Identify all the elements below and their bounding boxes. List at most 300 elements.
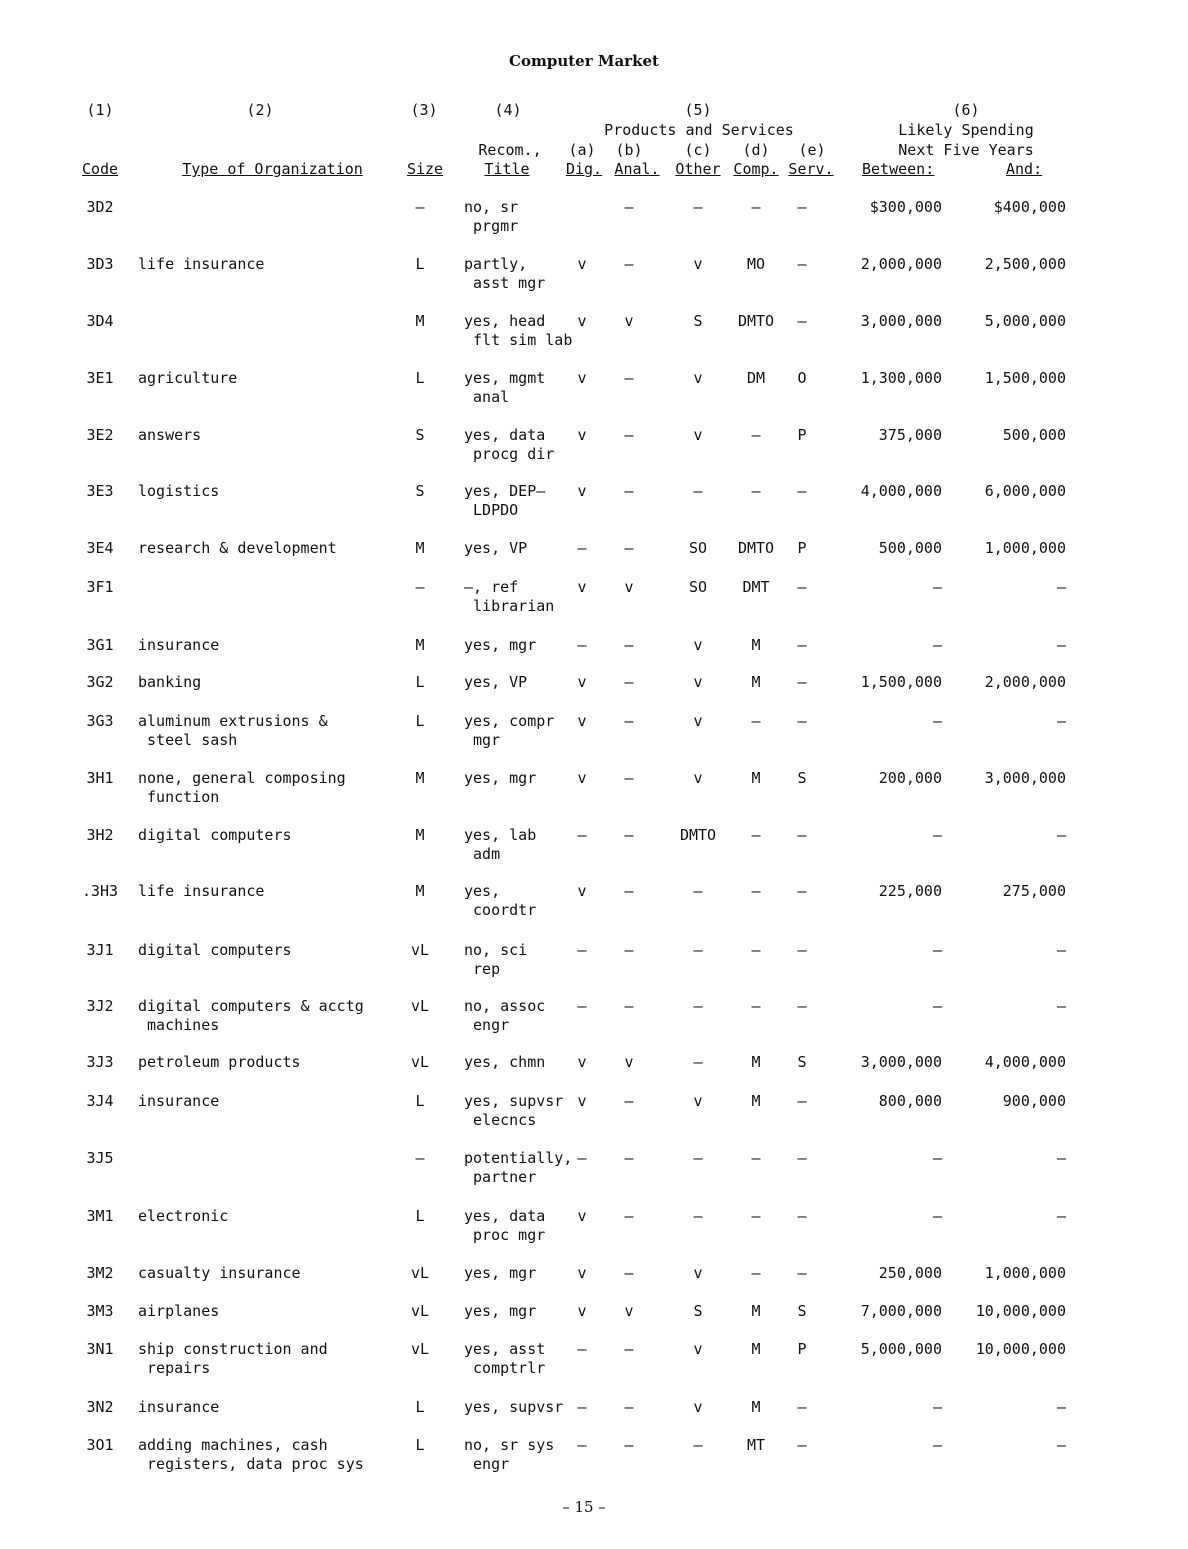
table-row: [0, 673, 1188, 713]
cell-code: 3M3: [86, 1302, 114, 1320]
cell-c: v: [693, 673, 703, 691]
table-row: [0, 1092, 1188, 1132]
cell-a: v: [577, 255, 587, 273]
cell-a: –: [577, 997, 587, 1015]
cell-d: M: [751, 1398, 761, 1416]
cell-e: P: [797, 426, 807, 444]
cell-b: –: [624, 426, 634, 444]
table-row: [0, 882, 1188, 922]
cell-code: 3F1: [86, 578, 114, 596]
cell-size: –: [415, 1149, 425, 1167]
cell-b: –: [624, 255, 634, 273]
cell-recom: –, ref librarian: [464, 578, 555, 615]
cell-b: –: [624, 997, 634, 1015]
table-row: [0, 712, 1188, 752]
header-between: Between:: [862, 160, 935, 178]
cell-a: v: [577, 426, 587, 444]
table-row: [0, 539, 1188, 579]
cell-a: –: [577, 1340, 587, 1358]
cell-recom: yes, lab adm: [464, 826, 537, 863]
header-other: Other: [675, 160, 721, 178]
cell-type: research & development: [138, 539, 337, 557]
cell-between: –: [932, 1207, 942, 1225]
cell-c: –: [693, 198, 703, 216]
cell-d: MT: [746, 1436, 766, 1454]
cell-e: –: [797, 1149, 807, 1167]
cell-code: 3H2: [86, 826, 114, 844]
cell-recom: yes, data proc mgr: [464, 1207, 546, 1244]
cell-b: –: [624, 712, 634, 730]
header-code: Code: [81, 160, 119, 178]
cell-e: P: [797, 1340, 807, 1358]
cell-c: –: [693, 882, 703, 900]
cell-code: 3N2: [86, 1398, 114, 1416]
cell-and: 2,000,000: [984, 673, 1066, 691]
cell-size: –: [415, 578, 425, 596]
cell-type: insurance: [138, 1092, 220, 1110]
cell-type: insurance: [138, 1398, 220, 1416]
cell-code: 3J4: [86, 1092, 114, 1110]
cell-a: v: [577, 1207, 587, 1225]
cell-c: v: [693, 426, 703, 444]
cell-recom: yes, data procg dir: [464, 426, 555, 463]
cell-between: –: [932, 1149, 942, 1167]
cell-e: –: [797, 1264, 807, 1282]
cell-between: 225,000: [878, 882, 942, 900]
page-title: Computer Market: [509, 52, 659, 70]
cell-a: –: [577, 539, 587, 557]
cell-code: 3E3: [86, 482, 114, 500]
cell-e: –: [797, 198, 807, 216]
cell-between: –: [932, 826, 942, 844]
header-products-services: Products and Services: [604, 121, 794, 139]
cell-c: v: [693, 712, 703, 730]
cell-and: –: [1056, 578, 1066, 596]
cell-a: v: [577, 769, 587, 787]
cell-size: S: [415, 482, 425, 500]
cell-c: –: [693, 1436, 703, 1454]
cell-a: –: [577, 636, 587, 654]
cell-a: v: [577, 673, 587, 691]
cell-type: banking: [138, 673, 202, 691]
cell-between: 200,000: [878, 769, 942, 787]
cell-recom: partly, asst mgr: [464, 255, 546, 292]
cell-a: v: [577, 1264, 587, 1282]
cell-type: insurance: [138, 636, 220, 654]
header-col6-number: (6): [952, 101, 980, 119]
cell-c: v: [693, 369, 703, 387]
cell-type: digital computers & acctg machines: [138, 997, 364, 1034]
header-dig: Dig.: [565, 160, 603, 178]
cell-between: 375,000: [878, 426, 942, 444]
cell-type: digital computers: [138, 941, 292, 959]
cell-and: –: [1056, 1149, 1066, 1167]
cell-and: 4,000,000: [984, 1053, 1066, 1071]
cell-b: –: [624, 198, 634, 216]
cell-and: –: [1056, 712, 1066, 730]
cell-type: petroleum products: [138, 1053, 301, 1071]
table-row: [0, 1436, 1188, 1476]
table-row: [0, 1340, 1188, 1380]
cell-size: vL: [410, 1053, 430, 1071]
header-col3-number: (3): [410, 101, 438, 119]
cell-a: v: [577, 1092, 587, 1110]
cell-size: S: [415, 426, 425, 444]
cell-d: –: [751, 826, 761, 844]
cell-recom: yes, DEP– LDPDO: [464, 482, 546, 519]
cell-between: 7,000,000: [860, 1302, 942, 1320]
cell-a: –: [577, 1398, 587, 1416]
cell-recom: no, assoc engr: [464, 997, 546, 1034]
cell-recom: yes, head flt sim lab: [464, 312, 573, 349]
cell-type: life insurance: [138, 882, 265, 900]
cell-code: 3H1: [86, 769, 114, 787]
cell-size: M: [415, 312, 425, 330]
cell-b: –: [624, 769, 634, 787]
cell-d: –: [751, 482, 761, 500]
cell-recom: yes, mgr: [464, 1264, 537, 1282]
cell-size: vL: [410, 1340, 430, 1358]
cell-and: –: [1056, 1207, 1066, 1225]
cell-d: DMTO: [737, 539, 775, 557]
cell-e: –: [797, 1436, 807, 1454]
cell-and: $400,000: [993, 198, 1066, 216]
table-row: [0, 826, 1188, 866]
cell-e: S: [797, 769, 807, 787]
cell-b: v: [624, 312, 634, 330]
cell-and: 3,000,000: [984, 769, 1066, 787]
cell-c: v: [693, 1264, 703, 1282]
cell-e: –: [797, 1092, 807, 1110]
cell-between: 250,000: [878, 1264, 942, 1282]
header-sub-d: (d): [742, 141, 770, 159]
cell-recom: yes, supvsr elecncs: [464, 1092, 564, 1129]
cell-d: DMT: [742, 578, 770, 596]
table-row: [0, 636, 1188, 676]
cell-size: L: [415, 712, 425, 730]
cell-recom: yes, coordtr: [464, 882, 537, 919]
cell-and: 275,000: [1002, 882, 1066, 900]
cell-between: –: [932, 1398, 942, 1416]
cell-d: –: [751, 712, 761, 730]
cell-a: v: [577, 1053, 587, 1071]
cell-and: 10,000,000: [975, 1302, 1066, 1320]
cell-and: 500,000: [1002, 426, 1066, 444]
cell-recom: potentially, partner: [464, 1149, 573, 1186]
cell-code: 3E2: [86, 426, 114, 444]
cell-size: vL: [410, 941, 430, 959]
cell-c: DMTO: [679, 826, 717, 844]
cell-type: airplanes: [138, 1302, 220, 1320]
header-sub-c: (c): [684, 141, 712, 159]
cell-size: M: [415, 882, 425, 900]
cell-size: –: [415, 198, 425, 216]
cell-d: –: [751, 997, 761, 1015]
cell-b: –: [624, 539, 634, 557]
header-comp: Comp.: [733, 160, 779, 178]
cell-e: –: [797, 826, 807, 844]
cell-code: 3M1: [86, 1207, 114, 1225]
cell-code: 3E4: [86, 539, 114, 557]
header-col5-number: (5): [684, 101, 712, 119]
cell-recom: yes, VP: [464, 539, 528, 557]
cell-d: M: [751, 1092, 761, 1110]
cell-a: –: [577, 1149, 587, 1167]
cell-b: –: [624, 636, 634, 654]
cell-type: electronic: [138, 1207, 229, 1225]
cell-b: –: [624, 1436, 634, 1454]
cell-a: v: [577, 482, 587, 500]
cell-e: –: [797, 1398, 807, 1416]
cell-between: $300,000: [869, 198, 942, 216]
table-row: [0, 369, 1188, 409]
cell-size: L: [415, 369, 425, 387]
header-likely-spending: Likely Spending: [898, 121, 1034, 139]
cell-and: 6,000,000: [984, 482, 1066, 500]
cell-recom: yes, mgr: [464, 769, 537, 787]
cell-a: v: [577, 712, 587, 730]
cell-size: L: [415, 1398, 425, 1416]
cell-a: v: [577, 882, 587, 900]
cell-c: SO: [688, 539, 708, 557]
cell-d: –: [751, 1149, 761, 1167]
cell-e: –: [797, 255, 807, 273]
cell-type: life insurance: [138, 255, 265, 273]
cell-e: –: [797, 673, 807, 691]
cell-between: 3,000,000: [860, 1053, 942, 1071]
cell-between: 1,500,000: [860, 673, 942, 691]
header-type-of-organization: Type of Organization: [182, 160, 363, 178]
cell-between: 4,000,000: [860, 482, 942, 500]
cell-size: L: [415, 1436, 425, 1454]
header-title: Title: [484, 160, 530, 178]
cell-c: –: [693, 1149, 703, 1167]
cell-e: –: [797, 882, 807, 900]
cell-d: –: [751, 198, 761, 216]
cell-b: v: [624, 578, 634, 596]
cell-between: 500,000: [878, 539, 942, 557]
cell-e: –: [797, 482, 807, 500]
cell-between: 5,000,000: [860, 1340, 942, 1358]
cell-and: 1,000,000: [984, 539, 1066, 557]
cell-b: –: [624, 1207, 634, 1225]
cell-code: 3D3: [86, 255, 114, 273]
cell-c: S: [693, 312, 703, 330]
table-row: [0, 1053, 1188, 1093]
cell-code: 3G1: [86, 636, 114, 654]
table-row: [0, 1398, 1188, 1438]
cell-b: –: [624, 1264, 634, 1282]
cell-and: –: [1056, 826, 1066, 844]
cell-code: 3M2: [86, 1264, 114, 1282]
cell-recom: yes, mgmt anal: [464, 369, 546, 406]
table-row: [0, 578, 1188, 618]
cell-size: vL: [410, 997, 430, 1015]
cell-code: 3J2: [86, 997, 114, 1015]
header-col4-number: (4): [494, 101, 522, 119]
cell-b: v: [624, 1302, 634, 1320]
cell-type: ship construction and repairs: [138, 1340, 328, 1377]
cell-between: –: [932, 578, 942, 596]
table-row: [0, 1264, 1188, 1304]
cell-size: vL: [410, 1302, 430, 1320]
cell-e: O: [797, 369, 807, 387]
table-row: [0, 482, 1188, 522]
header-anal: Anal.: [614, 160, 660, 178]
table-row: [0, 997, 1188, 1037]
cell-between: 3,000,000: [860, 312, 942, 330]
cell-d: M: [751, 1340, 761, 1358]
cell-code: 3G2: [86, 673, 114, 691]
cell-and: 10,000,000: [975, 1340, 1066, 1358]
cell-c: v: [693, 1398, 703, 1416]
cell-c: –: [693, 482, 703, 500]
cell-between: –: [932, 636, 942, 654]
cell-c: –: [693, 1053, 703, 1071]
cell-b: –: [624, 369, 634, 387]
cell-and: 1,500,000: [984, 369, 1066, 387]
cell-size: M: [415, 539, 425, 557]
cell-b: –: [624, 482, 634, 500]
header-col2-number: (2): [246, 101, 274, 119]
cell-a: –: [577, 941, 587, 959]
cell-c: v: [693, 1092, 703, 1110]
cell-code: 3O1: [86, 1436, 114, 1454]
cell-and: –: [1056, 636, 1066, 654]
cell-e: –: [797, 636, 807, 654]
cell-b: –: [624, 1398, 634, 1416]
cell-and: 900,000: [1002, 1092, 1066, 1110]
cell-between: 2,000,000: [860, 255, 942, 273]
header-size: Size: [406, 160, 444, 178]
cell-code: 3J3: [86, 1053, 114, 1071]
cell-b: –: [624, 1149, 634, 1167]
cell-and: –: [1056, 1398, 1066, 1416]
cell-between: 1,300,000: [860, 369, 942, 387]
cell-c: v: [693, 255, 703, 273]
cell-d: –: [751, 1207, 761, 1225]
cell-type: digital computers: [138, 826, 292, 844]
cell-and: –: [1056, 1436, 1066, 1454]
table-row: [0, 426, 1188, 466]
cell-e: S: [797, 1053, 807, 1071]
cell-c: SO: [688, 578, 708, 596]
cell-between: 800,000: [878, 1092, 942, 1110]
header-col1-number: (1): [86, 101, 114, 119]
cell-b: v: [624, 1053, 634, 1071]
cell-c: –: [693, 941, 703, 959]
cell-recom: yes, VP: [464, 673, 528, 691]
page-number: – 15 –: [562, 1498, 606, 1516]
table-row: [0, 198, 1188, 238]
cell-recom: no, sci rep: [464, 941, 528, 978]
cell-a: v: [577, 1302, 587, 1320]
cell-recom: no, sr prgmr: [464, 198, 519, 235]
cell-between: –: [932, 941, 942, 959]
cell-d: –: [751, 426, 761, 444]
cell-e: P: [797, 539, 807, 557]
cell-d: DMTO: [737, 312, 775, 330]
cell-between: –: [932, 1436, 942, 1454]
cell-d: M: [751, 636, 761, 654]
cell-d: M: [751, 1302, 761, 1320]
cell-recom: yes, asst comptrlr: [464, 1340, 546, 1377]
cell-and: –: [1056, 997, 1066, 1015]
header-sub-a: (a): [568, 141, 596, 159]
header-sub-b: (b): [615, 141, 643, 159]
cell-code: 3G3: [86, 712, 114, 730]
cell-c: S: [693, 1302, 703, 1320]
cell-recom: no, sr sys engr: [464, 1436, 555, 1473]
cell-type: answers: [138, 426, 202, 444]
cell-a: –: [577, 1436, 587, 1454]
cell-b: –: [624, 673, 634, 691]
header-recom: Recom.,: [478, 141, 542, 159]
cell-recom: yes, mgr: [464, 1302, 537, 1320]
cell-size: M: [415, 636, 425, 654]
cell-b: –: [624, 826, 634, 844]
cell-a: –: [577, 826, 587, 844]
table-row: [0, 1207, 1188, 1247]
cell-code: 3E1: [86, 369, 114, 387]
cell-code: 3N1: [86, 1340, 114, 1358]
cell-e: –: [797, 997, 807, 1015]
cell-d: M: [751, 769, 761, 787]
cell-c: –: [693, 997, 703, 1015]
cell-code: .3H3: [81, 882, 119, 900]
cell-d: –: [751, 941, 761, 959]
cell-d: M: [751, 1053, 761, 1071]
cell-type: aluminum extrusions & steel sash: [138, 712, 328, 749]
cell-and: 2,500,000: [984, 255, 1066, 273]
cell-size: L: [415, 255, 425, 273]
cell-code: 3D2: [86, 198, 114, 216]
cell-code: 3D4: [86, 312, 114, 330]
cell-and: 5,000,000: [984, 312, 1066, 330]
cell-d: –: [751, 1264, 761, 1282]
cell-code: 3J1: [86, 941, 114, 959]
cell-d: DM: [746, 369, 766, 387]
cell-e: –: [797, 312, 807, 330]
cell-b: –: [624, 1092, 634, 1110]
table-row: [0, 255, 1188, 295]
header-and: And:: [1006, 160, 1043, 178]
table-row: [0, 312, 1188, 352]
cell-e: –: [797, 578, 807, 596]
cell-a: v: [577, 312, 587, 330]
cell-recom: yes, supvsr: [464, 1398, 564, 1416]
cell-and: –: [1056, 941, 1066, 959]
cell-c: –: [693, 1207, 703, 1225]
cell-type: agriculture: [138, 369, 238, 387]
cell-and: 1,000,000: [984, 1264, 1066, 1282]
cell-recom: yes, chmn: [464, 1053, 546, 1071]
cell-c: v: [693, 1340, 703, 1358]
header-next-five-years: Next Five Years: [898, 141, 1034, 159]
cell-recom: yes, mgr: [464, 636, 537, 654]
cell-e: –: [797, 712, 807, 730]
cell-b: –: [624, 941, 634, 959]
cell-size: L: [415, 1092, 425, 1110]
cell-size: L: [415, 673, 425, 691]
cell-e: S: [797, 1302, 807, 1320]
cell-b: –: [624, 882, 634, 900]
cell-d: –: [751, 882, 761, 900]
cell-code: 3J5: [86, 1149, 114, 1167]
cell-a: v: [577, 578, 587, 596]
cell-e: –: [797, 1207, 807, 1225]
cell-type: logistics: [138, 482, 220, 500]
